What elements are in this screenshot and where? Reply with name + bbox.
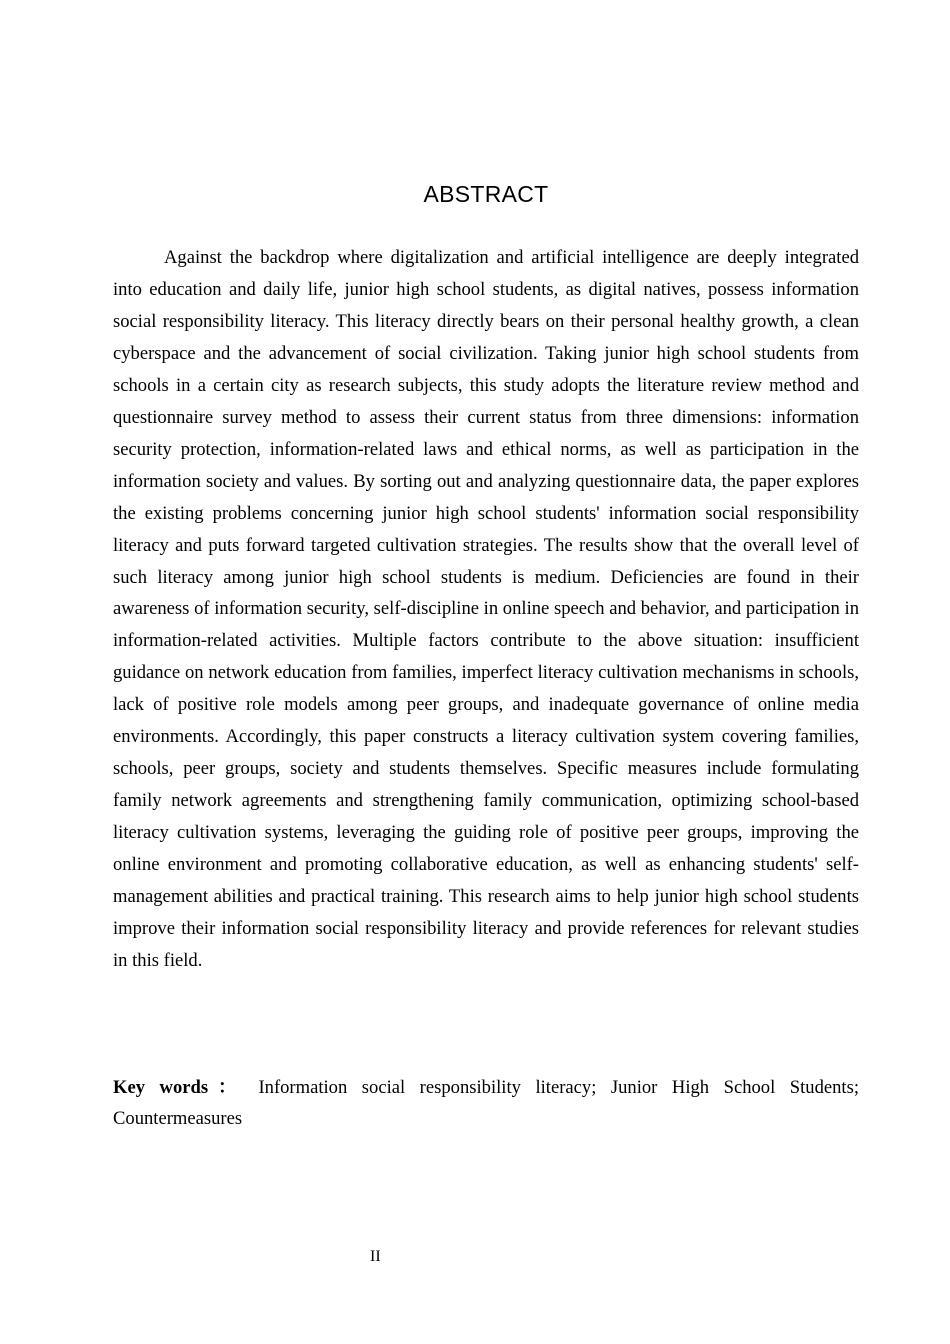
abstract-title: ABSTRACT bbox=[423, 181, 549, 207]
abstract-body: Against the backdrop where digitalization and artificial intelligence are deeply integrated into education and daily life, junior high school students, as digital natives, possess information social responsibility literacy. This literacy directly bears on their personal healthy growth, a clean cyberspace and the advancement of social civilization. Taking junior high school students from schools in a certain city as research subjects, this study adopts the literature review method and questionnaire survey method to assess their current status from three dimensions: information security protection, information-related laws and ethical norms, as well as participation in the information society and values. By sorting out and analyzing questionnaire data, the paper explores the existing problems concerning junior high school students' information social responsibility literacy and puts forward targeted cultivation strategies. The results show that the overall level of such literacy among junior high school students is medium. Deficiencies are found in their awareness of information security, self-discipline in online speech and behavior, and participation in information-related activities. Multiple factors contribute to the above situation: insufficient guidance on network education from families, imperfect literacy cultivation mechanisms in schools, lack of positive role models among peer groups, and inadequate governance of online media environments. Accordingly, this paper constructs a literacy cultivation system covering families, schools, peer groups, society and students themselves. Specific measures include formulating family network agreements and strengthening family communication, optimizing school-based literacy cultivation systems, leveraging the guiding role of positive peer groups, improving the online environment and promoting collaborative education, as well as enhancing students' self-management abilities and practical training. This research aims to help junior high school students improve their information social responsibility literacy and provide references for relevant studies in this field. bbox=[113, 247, 859, 971]
keywords-text: Information social responsibility literacy; Junior High School Students; Countermeasures bbox=[113, 1077, 860, 1129]
keywords-label: Key words： bbox=[113, 1077, 247, 1098]
page-number: II bbox=[370, 1248, 381, 1265]
keywords-paragraph bbox=[113, 1072, 859, 1134]
